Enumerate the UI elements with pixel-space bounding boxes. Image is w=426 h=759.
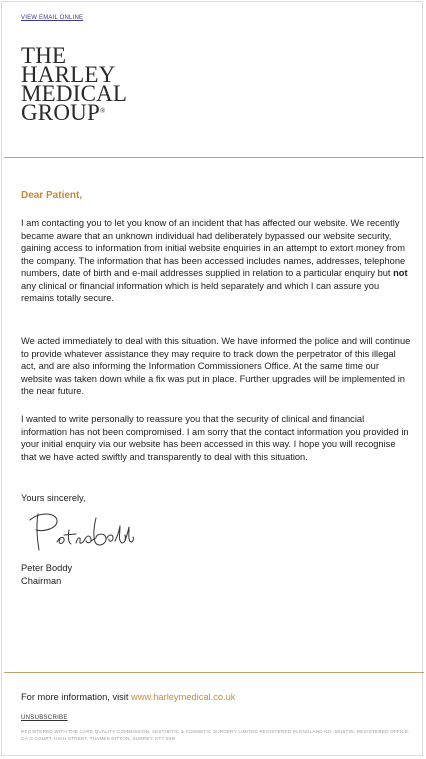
logo-line-4: GROUP — [21, 100, 100, 125]
signer-block — [21, 562, 72, 587]
letter-closing: Yours sincerely, — [21, 493, 86, 503]
harley-medical-group-logo — [21, 43, 128, 125]
website-link[interactable]: www.harleymedical.co.uk — [131, 692, 236, 702]
email-container — [1, 1, 423, 756]
unsubscribe-link[interactable]: UNSUBSCRIBE — [21, 715, 68, 721]
paragraph-incident — [21, 217, 411, 305]
handwritten-signature — [27, 508, 137, 554]
footer-info — [21, 692, 235, 702]
paragraph-incident-emphasis: not — [393, 268, 408, 278]
registered-mark: ® — [99, 107, 106, 115]
paragraph-incident-text-a: I am contacting you to let you know of an incident that has affected our website. We recently became aware that an unknown individual had deliberately bypassed our website security, gaining access to information from initial website enquiries in an attempt to extort money from the company. The information that has been accessed includes names, addresses, telephone numbers, date of birth and e-mail addresses supplied in relation to a particular enquiry but — [21, 218, 406, 278]
header-divider — [4, 157, 424, 158]
signer-name: Peter Boddy — [21, 563, 73, 573]
logo-line-3: MEDICAL — [21, 81, 128, 106]
footer-divider — [4, 672, 424, 673]
paragraph-reassurance: I wanted to write personally to reassure you that the security of clinical and financial information has not been compromised. I am sorry that the contact information you provided in your initial enquiry via our website has been accessed in this way. I hope you will recognise that we have acted swiftly and transparently to deal with this situation. — [21, 414, 409, 462]
paragraph-incident-text-b: any clinical or financial information which is held separately and which I can assure you remains totally secure. — [21, 280, 380, 303]
legal-disclaimer: REGISTERED WITH THE CARE QUALITY COMMISSION, AESTHETIC & COSMETIC SURGERY LIMITED REGISTERED IN ENGLAND NO. 5916735. REGISTERED OFFICE: 3 A C COURT, HIGH STREET, THAMES DITTON, SURREY, KT7 0SR — [21, 729, 410, 741]
paragraph-actions: We acted immediately to deal with this situation. We have informed the police and will continue to provide whatever assistance they may require to track down the perpetrator of this illegal act, and are also informing the Information Commissioners Office. At the same time our website was taken down while a fix was put in place. Further upgrades will be implemented in the near future. — [21, 336, 411, 396]
footer-info-text: For more information, visit — [21, 692, 132, 702]
view-email-online-link[interactable]: VIEW EMAIL ONLINE — [21, 15, 84, 21]
logo-line-2: HARLEY — [21, 62, 116, 87]
signer-title: Chairman — [21, 575, 62, 586]
logo-line-1: THE — [21, 43, 67, 68]
letter-greeting: Dear Patient, — [21, 190, 83, 201]
